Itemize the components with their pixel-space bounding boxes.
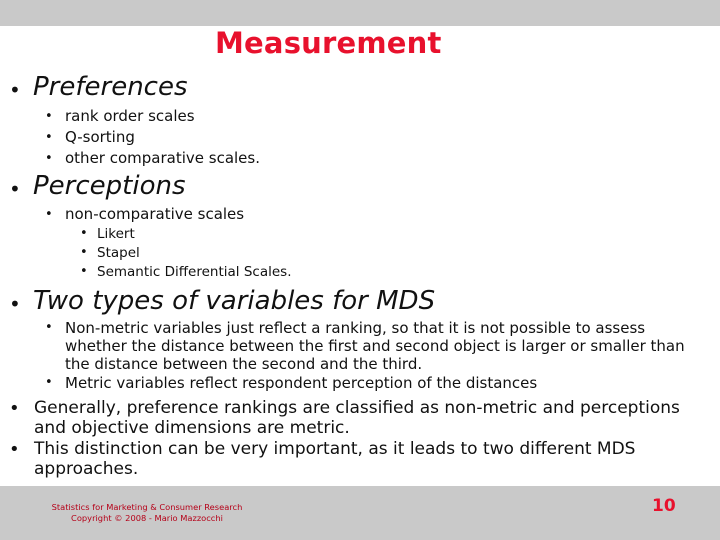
bullet-icon: •	[80, 245, 88, 260]
paragraph-point: This distinction can be very important, as it leads to two different MDS approaches.	[34, 439, 636, 479]
bullet-icon: •	[45, 375, 53, 390]
sub-list-item: Likert	[97, 226, 135, 242]
list-item: Metric variables reflect respondent perception of the distances	[65, 374, 538, 392]
section-heading-perceptions: Perceptions	[33, 171, 186, 201]
bullet-icon: •	[45, 109, 53, 124]
bullet-icon: •	[45, 130, 53, 145]
sub-list-item: Semantic Differential Scales.	[97, 264, 292, 280]
footer-line: Statistics for Marketing & Consumer Research	[51, 502, 243, 512]
list-item: other comparative scales.	[65, 149, 260, 167]
section-heading-preferences: Preferences	[33, 72, 188, 102]
top-band	[0, 0, 720, 26]
list-item: rank order scales	[65, 107, 195, 125]
bullet-icon: •	[9, 177, 21, 201]
footer	[32, 502, 262, 524]
sub-list-item: Stapel	[97, 245, 140, 261]
bullet-icon: •	[9, 78, 21, 102]
list-item: Q-sorting	[65, 128, 135, 146]
bullet-icon: •	[45, 207, 53, 222]
list-item: non-comparative scales	[65, 205, 245, 223]
section-heading-mds-variables: Two types of variables for MDS	[33, 286, 436, 316]
slide-title: Measurement	[215, 26, 442, 60]
bullet-icon: •	[9, 292, 21, 316]
bullet-icon: •	[80, 226, 88, 241]
list-item: Non-metric variables just reflect a ranking, so that it is not possible to assess whether the distance between the first and second object is larger or smaller than the distance between the second and the third.	[65, 319, 685, 373]
bullet-icon: •	[9, 398, 20, 419]
footer-line: Copyright © 2008 - Mario Mazzocchi	[71, 513, 223, 523]
bullet-icon: •	[45, 320, 53, 335]
bullet-icon: •	[9, 439, 20, 460]
page-number: 10	[652, 496, 676, 516]
bullet-icon: •	[45, 151, 53, 166]
bullet-icon: •	[80, 264, 88, 279]
paragraph-point: Generally, preference rankings are classified as non-metric and perceptions and objective dimensions are metric.	[34, 398, 680, 438]
